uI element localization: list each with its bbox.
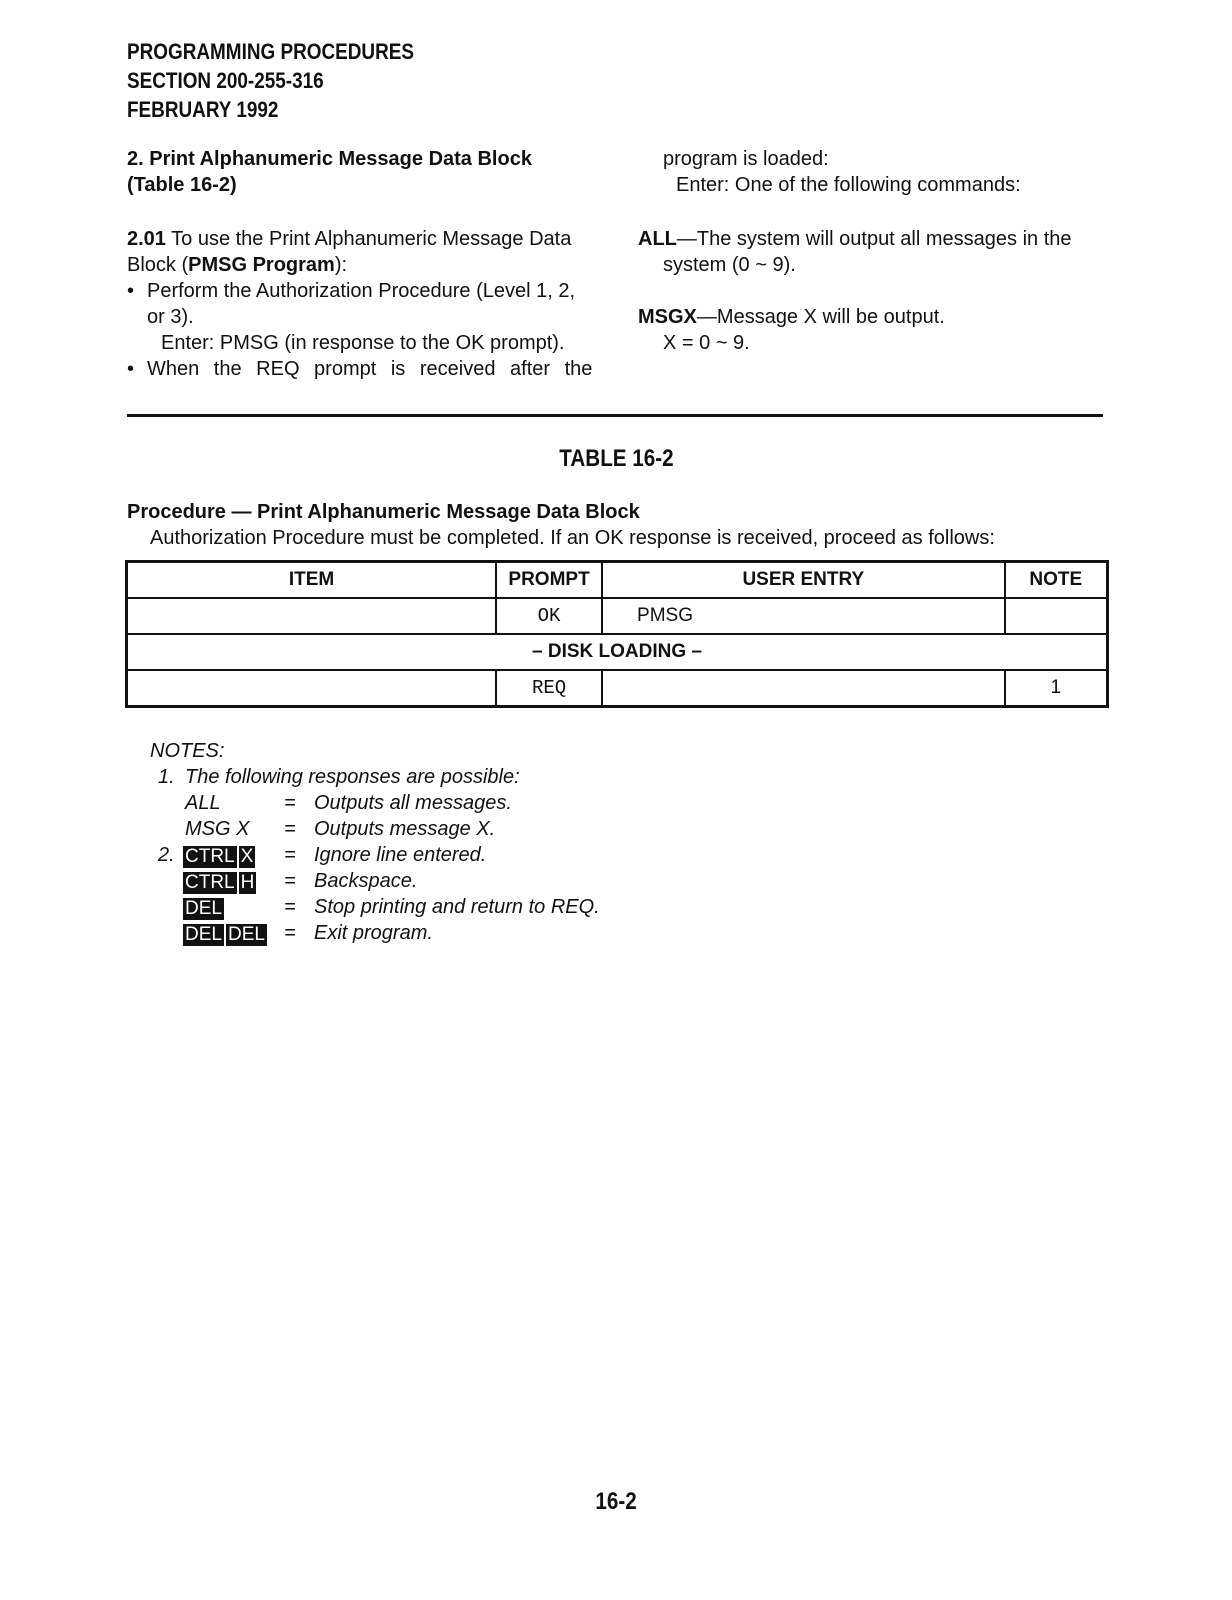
cell-prompt: OK [496, 598, 602, 634]
key-h: H [240, 872, 255, 893]
bullet-text: When the REQ prompt is received after the [147, 358, 593, 380]
command-msgx [638, 304, 945, 330]
continuation-text: program is loaded: [663, 148, 829, 170]
cell-prompt: REQ [496, 670, 602, 707]
command-text: —The system will output all messages in the [676, 228, 1072, 250]
procedure-title: Procedure — Print Alphanumeric Message Data Block [127, 501, 640, 523]
doc-header-title: PROGRAMMING PROCEDURES [127, 39, 414, 64]
command-text: system (0 ~ 9). [663, 254, 796, 276]
paragraph-text: ): [334, 254, 348, 276]
doc-header-date: FEBRUARY 1992 [127, 97, 279, 122]
disk-loading-label: – DISK LOADING – [127, 634, 1108, 670]
key-del: DEL [185, 898, 222, 919]
response-desc: Outputs all messages. [314, 792, 512, 814]
equals-sign: = [284, 896, 296, 918]
header-prompt: PROMPT [496, 562, 602, 599]
response-term: ALL [185, 792, 221, 814]
cell-note [1005, 598, 1108, 634]
key-ctrl: CTRL [185, 872, 235, 893]
paragraph-number: 2.01 [127, 228, 166, 250]
equals-sign: = [284, 844, 296, 866]
table-row [127, 598, 1108, 634]
key-combo [183, 895, 226, 921]
doc-header-section: SECTION 200-255-316 [127, 68, 324, 93]
header-note: NOTE [1005, 562, 1108, 599]
equals-sign: = [284, 792, 296, 814]
key-ctrl: CTRL [185, 846, 235, 867]
key-del: DEL [227, 924, 265, 945]
table-span-row [127, 634, 1108, 670]
key-x: X [240, 846, 254, 867]
key-combo [183, 921, 269, 947]
equals-sign: = [284, 870, 296, 892]
key-desc: Ignore line entered. [314, 844, 487, 866]
key-combo [183, 869, 258, 895]
paragraph-line [127, 252, 347, 278]
header-item: ITEM [127, 562, 497, 599]
header-user-entry: USER ENTRY [602, 562, 1005, 599]
paragraph-text: To use the Print Alphanumeric Message Data [171, 228, 572, 250]
horizontal-rule [127, 414, 1103, 417]
bullet-marker: • [127, 358, 135, 380]
table-header-row [127, 562, 1108, 599]
key-desc: Stop printing and return to REQ. [314, 896, 600, 918]
procedure-subtitle: Authorization Procedure must be completed. If an OK response is received, proceed as follows: [150, 527, 995, 549]
note-number: 1. [158, 766, 175, 788]
cell-entry: PMSG [602, 598, 1005, 634]
command-all [638, 226, 1072, 252]
page-number: 16-2 [595, 1488, 637, 1515]
key-combo [183, 843, 257, 869]
notes-title: NOTES: [150, 740, 225, 762]
response-term: MSG X [185, 818, 250, 840]
key-desc: Exit program. [314, 922, 433, 944]
paragraph-line [127, 226, 571, 252]
cell-item [127, 670, 497, 707]
cell-entry [602, 670, 1005, 707]
note-text: The following responses are possible: [185, 766, 520, 788]
bullet-marker: • [127, 280, 135, 302]
command-text: —Message X will be output. [696, 306, 945, 328]
cell-note: 1 [1005, 670, 1108, 707]
table-title: TABLE 16-2 [558, 445, 674, 472]
command-term: ALL [638, 228, 677, 250]
cell-item [127, 598, 497, 634]
equals-sign: = [284, 818, 296, 840]
section-heading-ref: (Table 16-2) [127, 174, 237, 196]
bullet-text: or 3). [147, 306, 194, 328]
bullet-text: Perform the Authorization Procedure (Level 1, 2, [147, 280, 576, 302]
continuation-text: Enter: One of the following commands: [676, 174, 1021, 196]
section-heading: 2. Print Alphanumeric Message Data Block [127, 148, 532, 170]
response-desc: Outputs message X. [314, 818, 496, 840]
command-text: X = 0 ~ 9. [663, 332, 750, 354]
procedure-table [125, 560, 1109, 708]
equals-sign: = [284, 922, 296, 944]
bullet-text: Enter: PMSG (in response to the OK prompt). [161, 332, 565, 354]
paragraph-text: Block ( [127, 254, 189, 276]
table-row [127, 670, 1108, 707]
note-number: 2. [158, 844, 175, 866]
program-name: PMSG Program [188, 254, 335, 276]
key-desc: Backspace. [314, 870, 418, 892]
key-del: DEL [185, 924, 222, 945]
command-term: MSGX [638, 306, 697, 328]
